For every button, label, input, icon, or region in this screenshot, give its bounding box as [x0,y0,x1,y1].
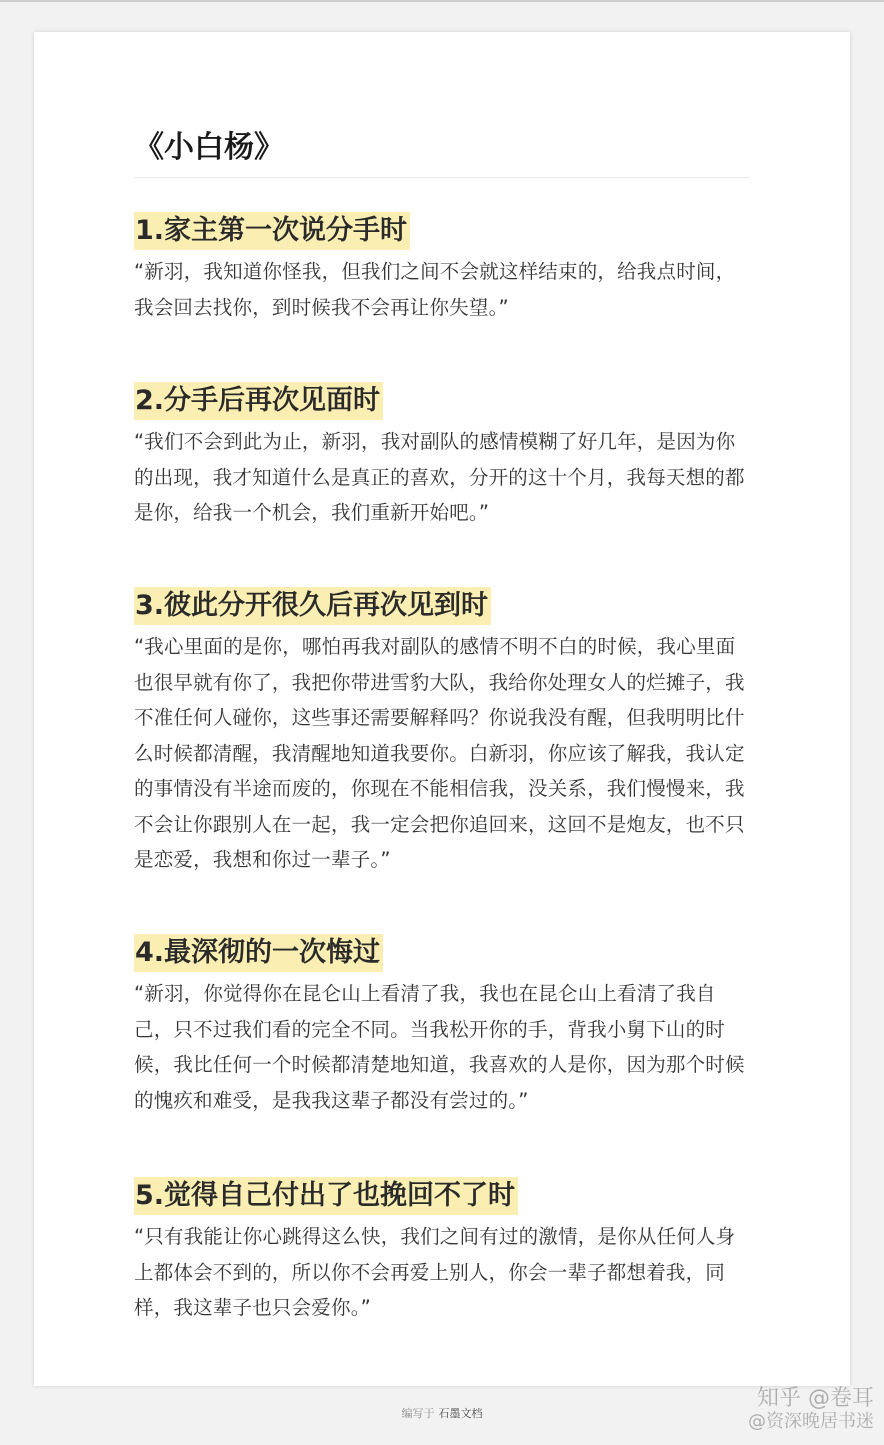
section-heading: 5.觉得自己付出了也挽回不了时 [134,1177,518,1215]
section-body: “我心里面的是你，哪怕再我对副队的感情不明不白的时候，我心里面也很早就有你了，我把你带进雪豹大队，我给你处理女人的烂摊子，我不准任何人碰你，这些事还需要解释吗？你说我没有醒，但我明明比什么时候都清醒，我清醒地知道我要你。白新羽，你应该了解我，我认定的事情没有半途而废的，你现在不能相信我，没关系，我们慢慢来，我不会让你跟别人在一起，我一定会把你追回来，这回不是炮友，也不只是恋爱，我想和你过一辈子。” [134,635,745,871]
section-3 [134,587,750,878]
watermark [748,1386,874,1432]
section-body: “新羽，我知道你怪我，但我们之间不会就这样结束的，给我点时间，我会回去找你，到时候我不会再让你失望。” [134,260,736,319]
watermark-line2: @资深晚居书迷 [748,1411,874,1432]
section-heading: 2.分手后再次见面时 [134,382,383,420]
section-body: “只有我能让你心跳得这么快，我们之间有过的激情，是你从任何人身上都体会不到的，所以你不会再爱上别人，你会一辈子都想着我，同样，我这辈子也只会爱你。” [134,1225,736,1319]
section-1 [134,212,750,325]
section-2 [134,382,750,531]
section-body: “我们不会到此为止，新羽，我对副队的感情模糊了好几年，是因为你的出现，我才知道什么是真正的喜欢，分开的这十个月，我每天想的都是你，给我一个机会，我们重新开始吧。” [134,430,745,524]
top-border [0,0,884,2]
footer-app-name: 石墨文档 [438,1407,483,1420]
watermark-line1: 知乎 @卷耳 [757,1386,874,1411]
section-5 [134,1177,750,1326]
title-divider [134,177,750,178]
section-body: “新羽，你觉得你在昆仑山上看清了我，我也在昆仑山上看清了我自己，只不过我们看的完全不同。当我松开你的手，背我小舅下山的时候，我比任何一个时候都清楚地知道，我喜欢的人是你，因为那个时候的愧疚和难受，是我我这辈子都没有尝过的。” [134,982,745,1112]
section-heading: 3.彼此分开很久后再次见到时 [134,587,491,625]
section-heading: 4.最深彻的一次悔过 [134,934,383,972]
section-4 [134,934,750,1118]
document-title: 《小白杨》 [134,130,284,165]
section-heading: 1.家主第一次说分手时 [134,212,410,250]
document-page [34,32,850,1386]
footer-written-with: 编写于 [401,1407,435,1420]
